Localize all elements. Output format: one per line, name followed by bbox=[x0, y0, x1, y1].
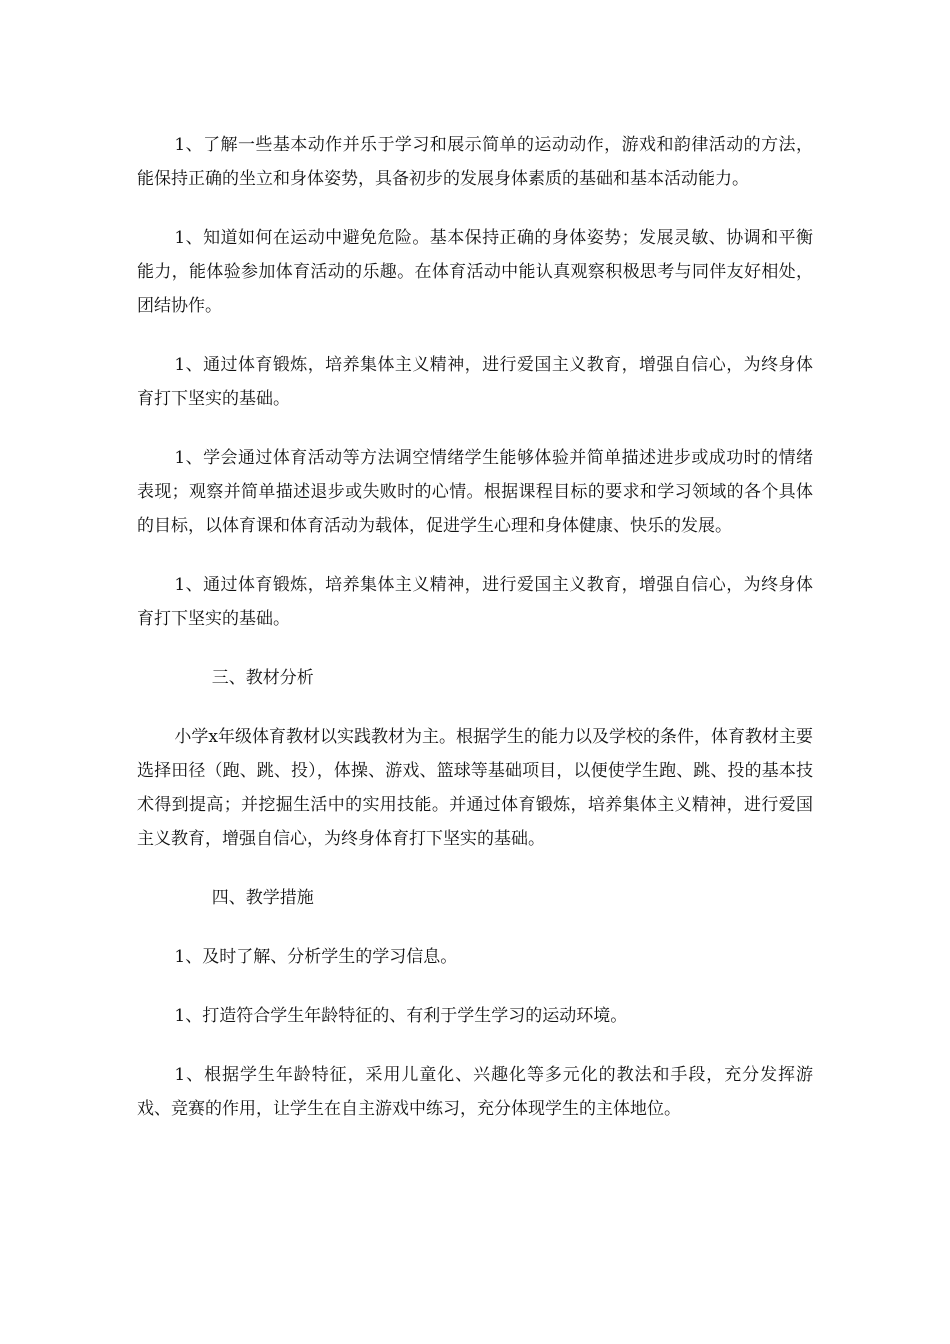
goal-paragraph-3: 1、通过体育锻炼，培养集体主义精神，进行爱国主义教育，增强自信心，为终身体育打下坚实的基础。 bbox=[137, 355, 813, 409]
goal-paragraph-2: 1、知道如何在运动中避免危险。基本保持正确的身体姿势；发展灵敏、协调和平衡能力，能体验参加体育活动的乐趣。在体育活动中能认真观察积极思考与同伴友好相处，团结协作。 bbox=[137, 228, 813, 316]
materials-paragraph: 小学x年级体育教材以实践教材为主。根据学生的能力以及学校的条件，体育教材主要选择田径（跑、跳、投），体操、游戏、篮球等基础项目，以便使学生跑、跳、投的基本技术得到提高；并挖掘生活中的实用技能。并通过体育锻炼，培养集体主义精神，进行爱国主义教育，增强自信心，为终身体育打下坚实的基础。 bbox=[137, 727, 813, 849]
measure-item-1: 1、及时了解、分析学生的学习信息。 bbox=[174, 947, 458, 967]
document-page bbox=[137, 128, 813, 1151]
section-heading-measures: 四、教学措施 bbox=[211, 888, 314, 908]
goal-paragraph-5: 1、通过体育锻炼，培养集体主义精神，进行爱国主义教育，增强自信心，为终身体育打下坚实的基础。 bbox=[137, 575, 813, 629]
section-heading-materials: 三、教材分析 bbox=[211, 668, 314, 688]
goal-paragraph-1: 1、了解一些基本动作并乐于学习和展示简单的运动动作，游戏和韵律活动的方法，能保持正确的坐立和身体姿势，具备初步的发展身体素质的基础和基本活动能力。 bbox=[137, 135, 813, 189]
goal-paragraph-4: 1、学会通过体育活动等方法调空情绪学生能够体验并简单描述进步或成功时的情绪表现；观察并简单描述退步或失败时的心情。根据课程目标的要求和学习领域的各个具体的目标，以体育课和体育活动为载体，促进学生心理和身体健康、快乐的发展。 bbox=[137, 448, 813, 536]
measure-item-2: 1、打造符合学生年龄特征的、有利于学生学习的运动环境。 bbox=[174, 1006, 628, 1026]
measure-item-3: 1、根据学生年龄特征，采用儿童化、兴趣化等多元化的教法和手段，充分发挥游戏、竞赛的作用，让学生在自主游戏中练习，充分体现学生的主体地位。 bbox=[137, 1065, 813, 1119]
